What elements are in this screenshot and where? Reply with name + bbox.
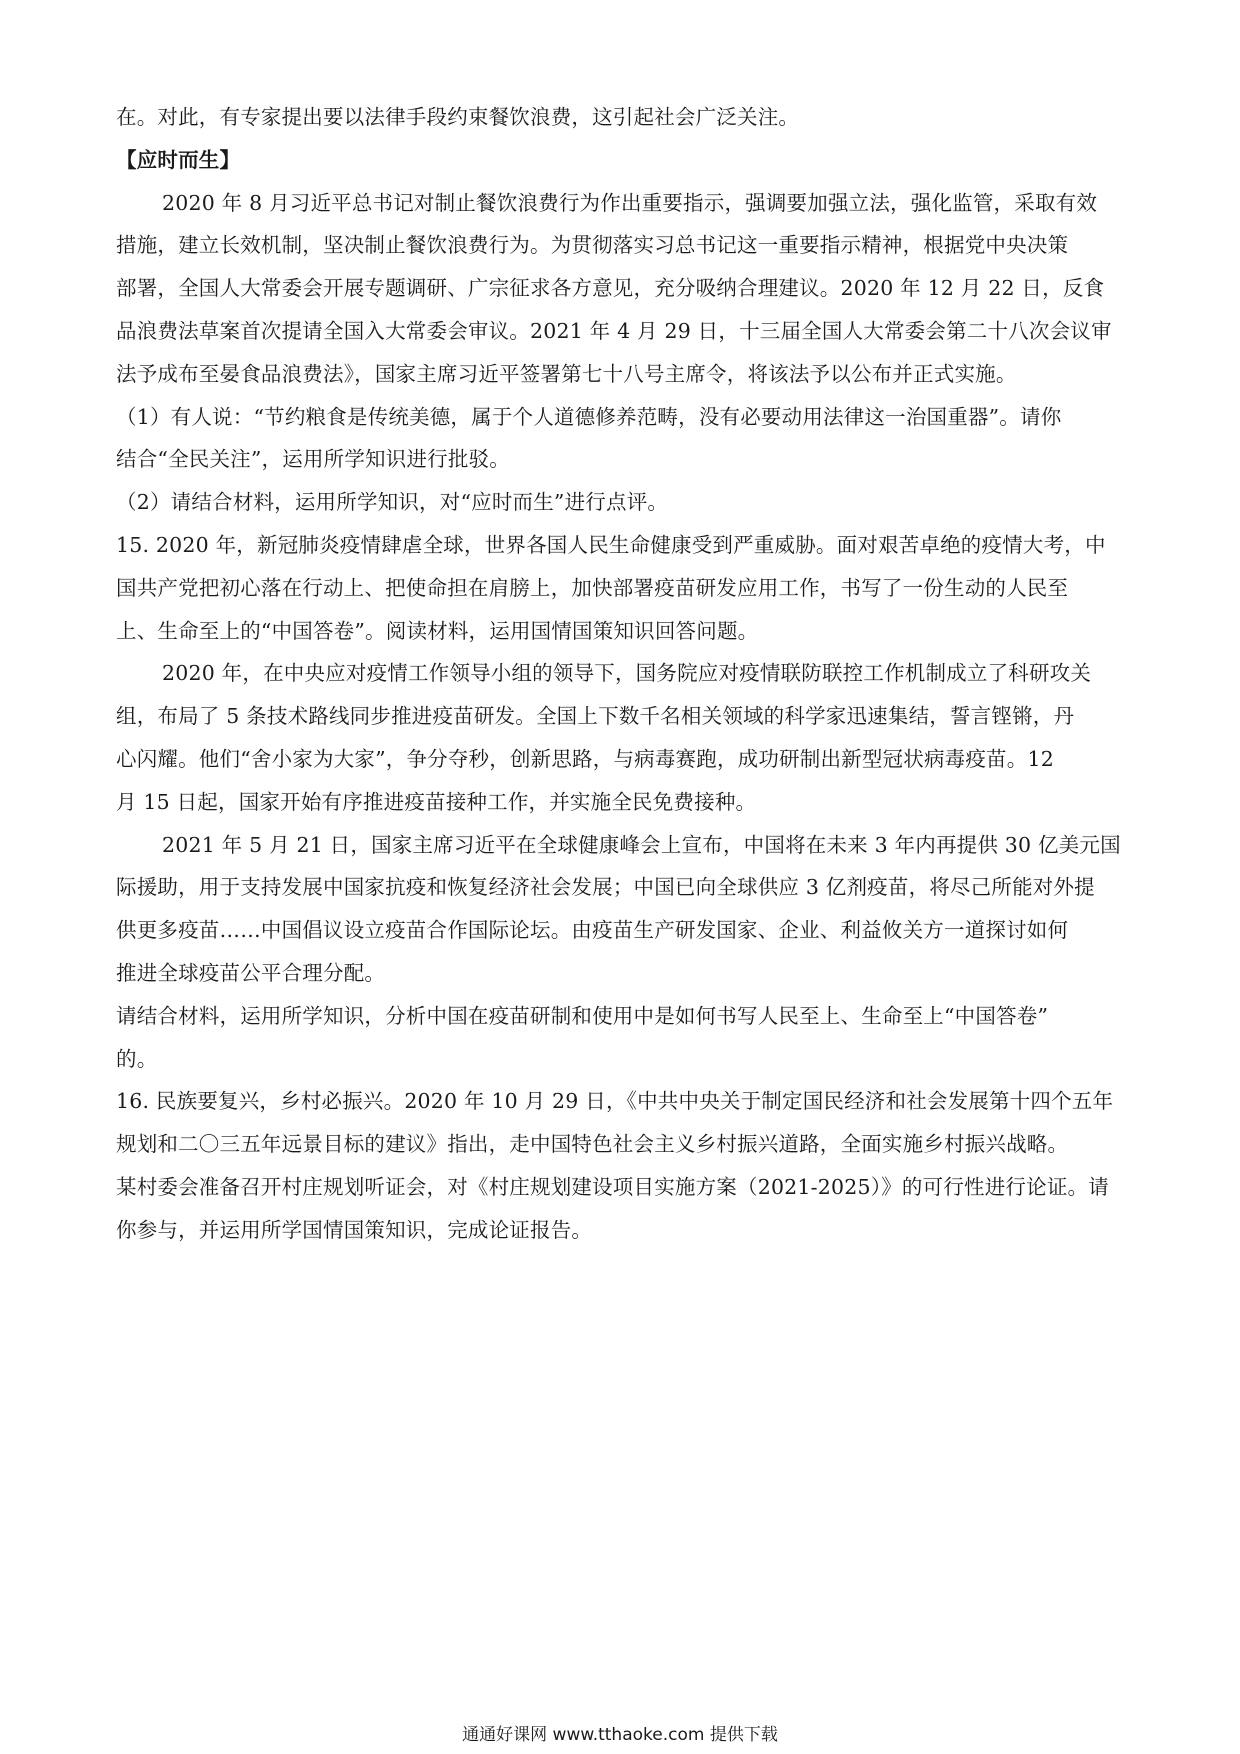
material-line: 2020 年，在中央应对疫情工作领导小组的领导下，国务院应对疫情联防联控工作机制成立了科研攻关	[162, 661, 1092, 686]
question-16-line: 某村委会准备召开村庄规划听证会，对《村庄规划建设项目实施方案（2021-2025）》的可行性进行论证。请	[116, 1174, 1109, 1199]
question-prompt-line: 的。	[116, 1046, 158, 1071]
question-2-line: （2）请结合材料，运用所学知识，对“应时而生”进行点评。	[116, 490, 669, 515]
text-line: 品浪费法草案首次提请全国入大常委会审议。2021 年 4 月 29 日，十三届全国人大常委会第二十八次会议审	[116, 318, 1112, 343]
question-16-line: 16. 民族要复兴，乡村必振兴。2020 年 10 月 29 日，《中共中央关于制定国民经济和社会发展第十四个五年	[116, 1089, 1114, 1114]
page-footer: 通通好课网 www.tthaoke.com 提供下载	[462, 1725, 778, 1745]
material-line: 组，布局了 5 条技术路线同步推进疫苗研发。全国上下数千名相关领域的科学家迅速集结，誓言铿锵，丹	[116, 704, 1075, 729]
material-line: 心闪耀。他们“舍小家为大家”，争分夺秒，创新思路，与病毒赛跑，成功研制出新型冠状病毒疫苗。12	[116, 746, 1054, 771]
material-line: 供更多疫苗……中国倡议设立疫苗合作国际论坛。由疫苗生产研发国家、企业、利益攸关方一道探讨如何	[116, 918, 1069, 943]
question-15-line: 国共产党把初心落在行动上、把使命担在肩膀上，加快部署疫苗研发应用工作，书写了一份生动的人民至	[116, 575, 1069, 600]
page-body	[116, 96, 1128, 1252]
text-line: 2020 年 8 月习近平总书记对制止餐饮浪费行为作出重要指示，强调要加强立法，强化监管，采取有效	[162, 190, 1098, 215]
text-line: 在。对此，有专家提出要以法律手段约束餐饮浪费，这引起社会广泛关注。	[116, 105, 800, 129]
question-16-line: 规划和二〇三五年远景目标的建议》指出，走中国特色社会主义乡村振兴道路，全面实施乡村振兴战略。	[116, 1132, 1069, 1157]
section-heading: 【应时而生】	[116, 147, 241, 172]
text-line: 部署，全国人大常委会开展专题调研、广宗征求各方意见，充分吸纳合理建议。2020 年 12 月 22 日，反食	[116, 276, 1105, 301]
question-15-line: 15. 2020 年，新冠肺炎疫情肆虐全球，世界各国人民生命健康受到严重威胁。面对艰苦卓绝的疫情大考，中	[116, 532, 1106, 557]
material-line: 推进全球疫苗公平合理分配。	[116, 960, 386, 985]
question-1-line: 结合“全民关注”，运用所学知识进行批驳。	[116, 447, 510, 472]
material-line: 2021 年 5 月 21 日，国家主席习近平在全球健康峰会上宣布，中国将在未来 3 年内再提供 30 亿美元国	[162, 832, 1121, 857]
question-1-line: （1）有人说：“节约粮食是传统美德，属于个人道德修养范畴，没有必要动用法律这一治国重器”。请你	[116, 404, 1062, 429]
question-15-line: 上、生命至上的“中国答卷”。阅读材料，运用国情国策知识回答问题。	[116, 618, 759, 643]
question-prompt-line: 请结合材料，运用所学知识，分析中国在疫苗研制和使用中是如何书写人民至上、生命至上“中国答卷”	[116, 1003, 1049, 1028]
material-line: 际援助，用于支持发展中国家抗疫和恢复经济社会发展；中国已向全球供应 3 亿剂疫苗，将尽己所能对外提	[116, 875, 1095, 900]
question-16-line: 你参与，并运用所学国情国策知识，完成论证报告。	[116, 1217, 593, 1242]
text-line: 措施，建立长效机制，坚决制止餐饮浪费行为。为贯彻落实习总书记这一重要指示精神，根据党中央决策	[116, 233, 1069, 258]
text-line: 法予成布至晏食品浪费法》，国家主席习近平签署第七十八号主席令，将该法予以公布并正式实施。	[116, 361, 1017, 386]
material-line: 月 15 日起，国家开始有序推进疫苗接种工作，并实施全民免费接种。	[116, 789, 757, 814]
